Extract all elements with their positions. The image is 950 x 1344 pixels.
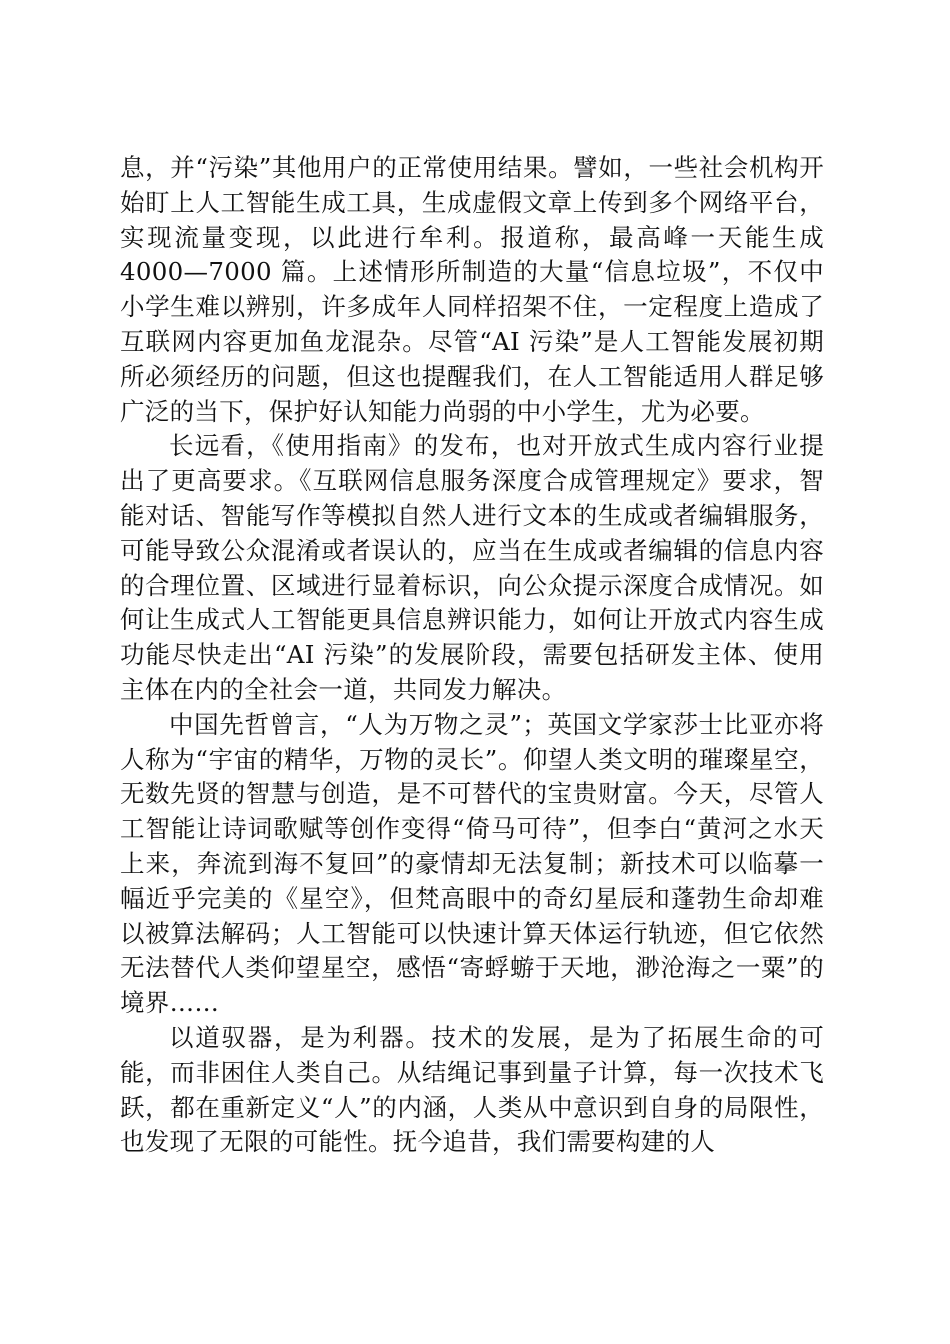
article-body bbox=[120, 151, 824, 1160]
paragraph-technology: 以道驭器，是为利器。技术的发展，是为了拓展生命的可能，而非困住人类自己。从结绳记事到量子计算，每一次技术飞跃，都在重新定义“人”的内涵，人类从中意识到自身的局限性，也发现了无限的可能性。抚今追昔，我们需要构建的人 bbox=[120, 1022, 824, 1157]
paragraph-human-spirit: 中国先哲曾言，“人为万物之灵”；英国文学家莎士比亚亦将人称为“宇宙的精华，万物的灵长”。仰望人类文明的璀璨星空，无数先贤的智慧与创造，是不可替代的宝贵财富。今天，尽管人工智能让诗词歌赋等创作变得“倚马可待”，但李白“黄河之水天上来，奔流到海不复回”的豪情却无法复制；新技术可以临摹一幅近乎完美的《星空》，但梵高眼中的奇幻星辰和蓬勃生命却难以被算法解码；人工智能可以快速计算天体运行轨迹，但它依然无法替代人类仰望星空，感悟“寄蜉蝣于天地，渺沧海之一粟”的境界…… bbox=[120, 709, 825, 1018]
paragraph-guidelines: 长远看，《使用指南》的发布，也对开放式生成内容行业提出了更高要求。《互联网信息服务深度合成管理规定》要求，智能对话、智能写作等模拟自然人进行文本的生成或者编辑服务，可能导致公众混淆或者误认的，应当在生成或者编辑的信息内容的合理位置、区域进行显着标识，向公众提示深度合成情况。如何让生成式人工智能更具信息辨识能力，如何让开放式内容生成功能尽快走出“AI 污染”的发展阶段，需要包括研发主体、使用主体在内的全社会一道，共同发力解决。 bbox=[120, 431, 824, 704]
paragraph-continued: 息，并“污染”其他用户的正常使用结果。譬如，一些社会机构开始盯上人工智能生成工具，生成虚假文章上传到多个网络平台，实现流量变现，以此进行牟利。报道称，最高峰一天能生成 4000—7000 篇。上述情形所制造的大量“信息垃圾”，不仅中小学生难以辨别，许多成年人同样招架不住，一定程度上造成了互联网内容更加鱼龙混杂。尽管“AI 污染”是人工智能发展初期所必须经历的问题，但这也提醒我们，在人工智能适用人群足够广泛的当下，保护好认知能力尚弱的中小学生，尤为必要。 bbox=[120, 153, 824, 426]
